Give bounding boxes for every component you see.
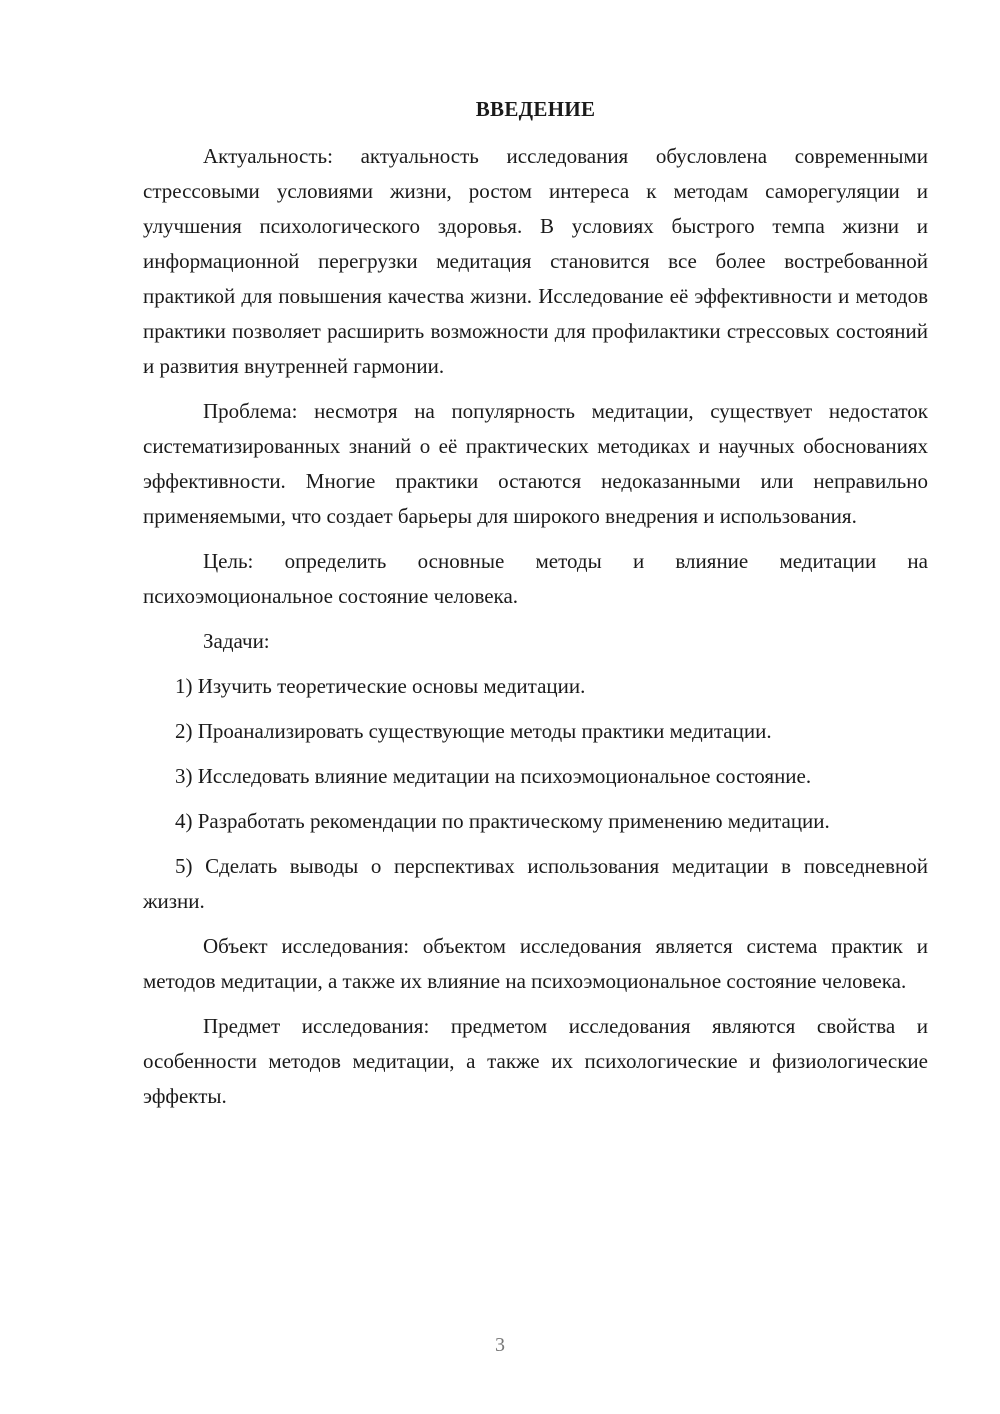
tasks-label: Задачи: [203, 629, 270, 653]
tasks-list [143, 669, 928, 919]
document-page [143, 95, 928, 1124]
paragraph-problem: Проблема: несмотря на популярность медитации, существует недостаток систематизированных знаний о её практических методиках и научных обоснованиях эффективности. Многие практики остаются недоказанными или неправильно применяемыми, что создает барьеры для широкого внедрения и использования. [143, 399, 928, 528]
task-item: 5) Сделать выводы о перспективах использования медитации в повседневной жизни. [143, 854, 928, 913]
task-item: 3) Исследовать влияние медитации на психоэмоциональное состояние. [175, 764, 812, 788]
task-item: 2) Проанализировать существующие методы практики медитации. [175, 719, 772, 743]
paragraph-subject: Предмет исследования: предметом исследования являются свойства и особенности методов медитации, а также их психологические и физиологические эффекты. [143, 1014, 928, 1108]
page-number: 3 [495, 1334, 505, 1356]
paragraph-object: Объект исследования: объектом исследования является система практик и методов медитации, а также их влияние на психоэмоциональное состояние человека. [143, 934, 928, 993]
paragraph-goal: Цель: определить основные методы и влияние медитации на психоэмоциональное состояние человека. [143, 549, 928, 608]
section-heading: ВВЕДЕНИЕ [475, 97, 596, 121]
task-item: 4) Разработать рекомендации по практическому применению медитации. [175, 809, 830, 833]
paragraph-relevance: Актуальность: актуальность исследования обусловлена современными стрессовыми условиями жизни, ростом интереса к методам саморегуляции и улучшения психологического здоровья. В условиях быстрого темпа жизни и информационной перегрузки медитация становится все более востребованной практикой для повышения качества жизни. Исследование её эффективности и методов практики позволяет расширить возможности для профилактики стрессовых состояний и развития внутренней гармонии. [143, 144, 928, 378]
task-item: 1) Изучить теоретические основы медитации. [175, 674, 586, 698]
